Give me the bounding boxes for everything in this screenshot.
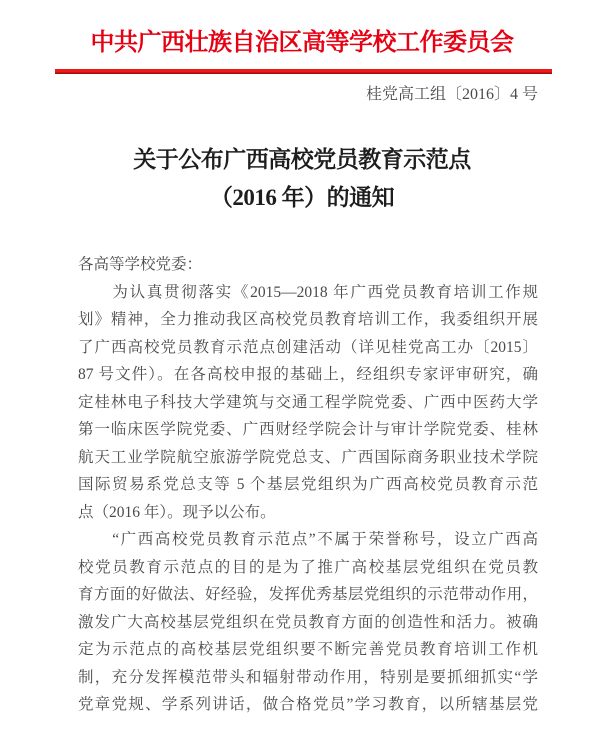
body-line: 各高等学校党委： — [78, 256, 203, 273]
body-line: 党章党规、学系列讲话，做合格党员”学习教育，以所辖基层党 — [78, 696, 538, 713]
red-header-rule — [55, 69, 552, 74]
body-line: 87 号文件）。在各高校申报的基础上，经组织专家评审研究，确 — [78, 366, 538, 383]
body-line: 第一临床医学院党委、广西财经学院会计与审计学院党委、桂林 — [78, 421, 538, 438]
body-line: 定桂林电子科技大学建筑与交通工程学院党委、广西中医药大学 — [78, 393, 538, 411]
body-line: 为认真贯彻落实《2015—2018 年广西党员教育培训工作规 — [78, 283, 538, 301]
body-line: 航天工业学院航空旅游学院党总支、广西国际商务职业技术学院 — [78, 448, 538, 466]
body-line: 制，充分发挥模范带头和辐射带动作用，特别是要抓细抓实“学 — [78, 668, 538, 686]
issuing-org-title: 中共广西壮族自治区高等学校工作委员会 — [90, 30, 514, 56]
body-line: “广西高校党员教育示范点”不属于荣誉称号，设立广西高 — [78, 531, 538, 548]
body-line: 育方面的好做法、好经验，发挥优秀基层党组织的示范带动作用， — [78, 586, 538, 603]
document-body — [78, 251, 538, 719]
document-title-line2: （2016 年）的通知 — [209, 185, 395, 210]
document-title-line1: 关于公布广西高校党员教育示范点 — [133, 147, 471, 172]
document-number: 桂党高工组〔2016〕4 号 — [365, 86, 538, 103]
body-line: 校党员教育示范点的目的是为了推广高校基层党组织在党员教 — [78, 558, 538, 576]
body-line: 激发广大高校基层党组织在党员教育方面的创造性和活力。被确 — [78, 613, 538, 631]
body-line: 定为示范点的高校基层党组织要不断完善党员教育培训工作机 — [78, 641, 538, 658]
body-line: 划》精神，全力推动我区高校党员教育培训工作，我委组织开展 — [78, 311, 538, 328]
body-line: 国际贸易系党总支等 5 个基层党组织为广西高校党员教育示范 — [78, 476, 538, 493]
body-line: 了广西高校党员教育示范点创建活动（详见桂党高工办〔2015〕 — [78, 338, 538, 356]
body-line: 点（2016 年）。现予以公布。 — [78, 503, 276, 521]
document-title — [0, 141, 604, 217]
